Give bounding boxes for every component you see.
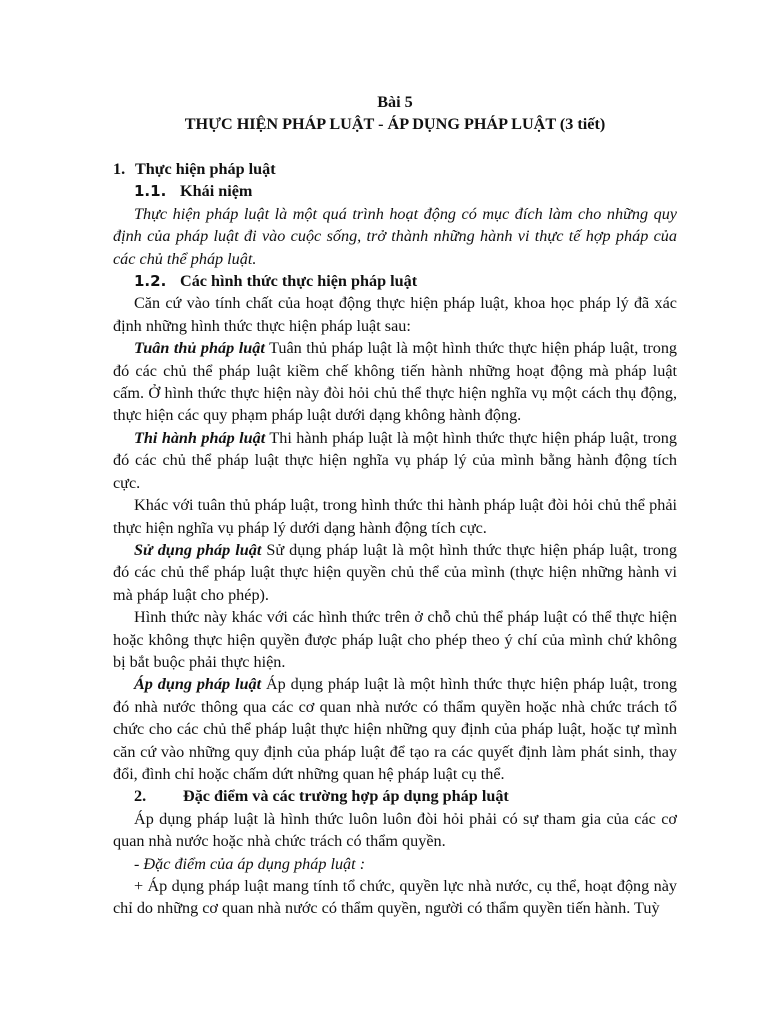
definition-paragraph: Thực hiện pháp luật là một quá trình hoạt động có mục đích làm cho những quy định của pháp luật đi vào cuộc sống, trở thành những hành vi thực tế hợp pháp của các chủ thể pháp luật. (113, 204, 677, 268)
section-2-heading (113, 785, 677, 807)
feature-1-paragraph: + Áp dụng pháp luật mang tính tổ chức, quyền lực nhà nước, cụ thể, hoạt động này chỉ do những cơ quan nhà nước có thẩm quyền, người có thẩm quyền tiến hành. Tuỳ (113, 877, 677, 918)
ap-dung-text: Áp dụng pháp luật là một hình thức thực hiện pháp luật, trong đó nhà nước thông qua các cơ quan nhà nước có thẩm quyền hoặc nhà chức trách tổ chức cho các chủ thể pháp luật thực hiện những quy định của pháp luật, hoặc tự mình căn cứ vào những quy định của pháp luật để tạo ra các quyết định làm phát sinh, thay đổi, đình chỉ hoặc chấm dứt những quan hệ pháp luật cụ thể. (113, 675, 678, 783)
thi-hanh-paragraph (113, 427, 677, 494)
section-2-intro-paragraph: Áp dụng pháp luật là hình thức luôn luôn đòi hỏi phải có sự tham gia của các cơ quan nhà nước hoặc nhà chức trách có thẩm quyền. (113, 809, 677, 851)
tuan-thu-text: Tuân thủ pháp luật là một hình thức thực hiện pháp luật, trong đó các chủ thể pháp luật kiềm chế không tiến hành những hoạt động mà pháp luật cấm. Ở hình thức thực hiện này đòi hỏi chủ thể thực hiện nghĩa vụ một cách thụ động, thực hiện các quy phạm pháp luật dưới dạng không hành động. (113, 339, 678, 425)
subsection-1-1-heading (113, 180, 677, 202)
section-1-heading (113, 158, 677, 180)
su-dung-paragraph (113, 539, 677, 606)
features-label: - Đặc điểm của áp dụng pháp luật : (134, 854, 366, 873)
lesson-title: THỰC HIỆN PHÁP LUẬT - ÁP DỤNG PHÁP LUẬT (3 tiết) (184, 115, 606, 133)
lesson-number: Bài 5 (377, 93, 413, 111)
section-1-number: 1. (113, 160, 126, 178)
tuan-thu-term: Tuân thủ pháp luật (134, 339, 265, 358)
subsection-1-2-title: Các hình thức thực hiện pháp luật (180, 272, 418, 291)
section-1-title: Thực hiện pháp luật (135, 160, 276, 178)
thi-hanh-term: Thi hành pháp luật (134, 428, 266, 447)
subsection-1-2-heading (113, 270, 677, 292)
su-dung-text: Sử dụng pháp luật là một hình thức thực hiện pháp luật, trong đó các chủ thể pháp luật thực hiện quyền chủ thể của mình (thực hiện những hành vi mà pháp luật cho phép). (113, 540, 677, 604)
tuan-thu-paragraph (113, 337, 677, 427)
thi-hanh-note-paragraph: Khác với tuân thủ pháp luật, trong hình thức thi hành pháp luật đòi hỏi chủ thể phải thực hiện nghĩa vụ pháp lý dưới dạng hành động tích cực. (113, 496, 677, 537)
document-body (113, 158, 677, 920)
subsection-1-1-number: 1.1. (134, 182, 167, 201)
subsection-1-1-title: Khái niệm (180, 182, 253, 201)
section-2-title: Đặc điểm và các trường hợp áp dụng pháp luật (183, 787, 509, 806)
su-dung-note-paragraph: Hình thức này khác với các hình thức trên ở chỗ chủ thể pháp luật có thể thực hiện hoặc không thực hiện quyền được pháp luật cho phép theo ý chí của mình chứ không bị bắt buộc phải thực hiện. (113, 608, 677, 671)
section-2-number: 2. (134, 787, 147, 806)
forms-intro-paragraph: Căn cứ vào tính chất của hoạt động thực hiện pháp luật, khoa học pháp lý đã xác định những hình thức thực hiện pháp luật sau: (113, 294, 677, 335)
ap-dung-term: Áp dụng pháp luật (134, 675, 262, 694)
thi-hanh-text: Thi hành pháp luật là một hình thức thực hiện pháp luật, trong đó các chủ thể pháp luật thực hiện nghĩa vụ pháp lý của mình bằng hành động tích cực. (113, 428, 677, 492)
su-dung-term: Sử dụng pháp luật (134, 540, 262, 559)
subsection-1-2-number: 1.2. (134, 272, 167, 291)
ap-dung-paragraph (113, 673, 677, 785)
